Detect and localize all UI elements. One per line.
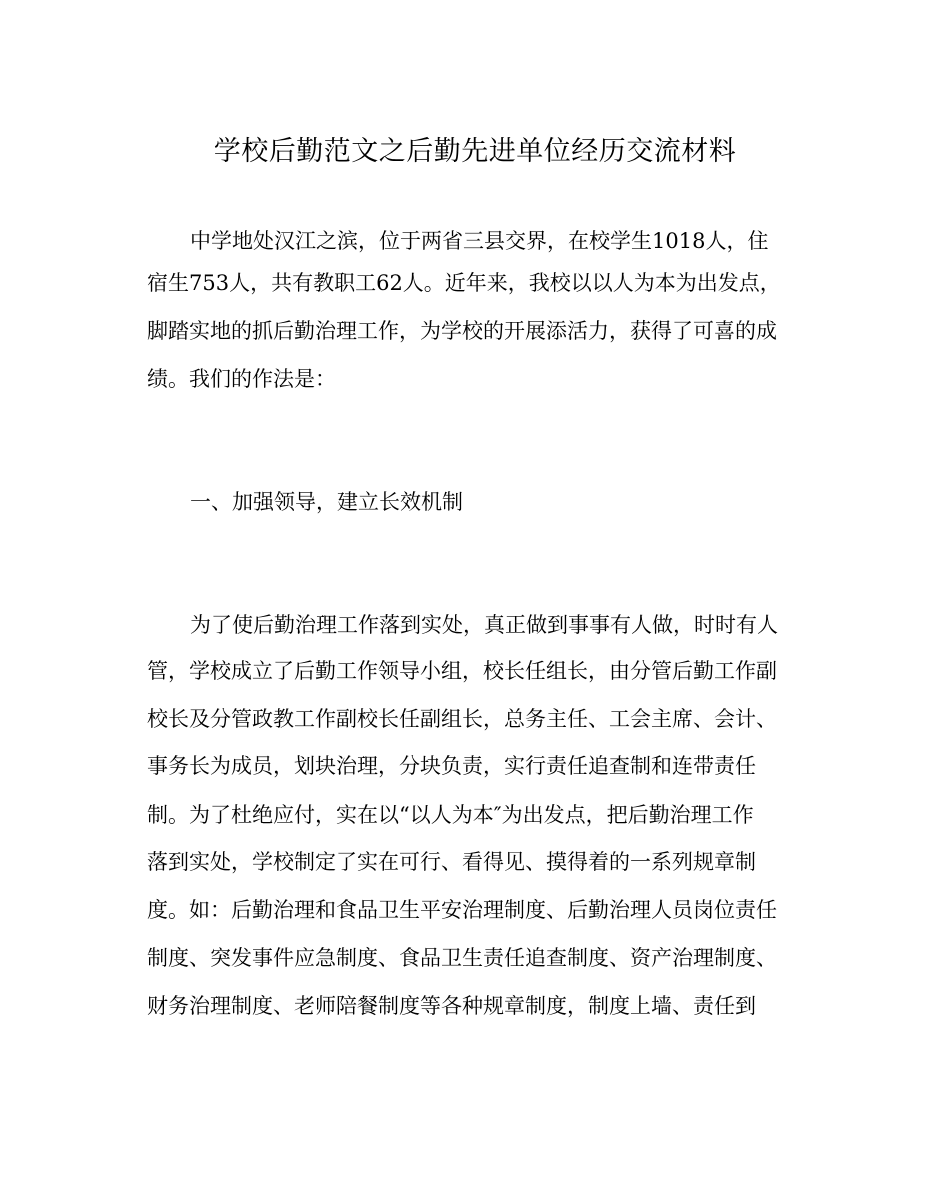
section-line-3: 校长及分管政教工作副校长任副组长，总务主任、工会主席、会计、 [147, 707, 777, 731]
section-line-6: 落到实处，学校制定了实在可行、看得见、摸得着的一系列规章制 [147, 850, 756, 874]
intro-line-1: 中学地处汉江之滨，位于两省三县交界，在校学生1018人，住 [190, 229, 769, 253]
section-line-1: 为了使后勤治理工作落到实处，真正做到事事有人做，时时有人 [190, 613, 778, 637]
intro-line-2: 宿生753人，共有教职工62人。近年来，我校以以人为本为出发点， [147, 271, 781, 295]
section-line-7: 度。如：后勤治理和食品卫生平安治理制度、后勤治理人员岗位责任 [147, 898, 777, 922]
intro-line-3: 脚踏实地的抓后勤治理工作，为学校的开展添活力，获得了可喜的成 [147, 319, 777, 343]
section-line-9: 财务治理制度、老师陪餐制度等各种规章制度，制度上墙、责任到 [147, 994, 756, 1018]
section-heading: 一、加强领导，建立长效机制 [190, 490, 463, 514]
section-line-8: 制度、突发事件应急制度、食品卫生责任追查制度、资产治理制度、 [147, 946, 777, 970]
intro-line-4: 绩。我们的作法是： [147, 367, 336, 391]
section-line-4: 事务长为成员，划块治理，分块负责，实行责任追查制和连带责任 [147, 754, 756, 778]
section-line-2: 管，学校成立了后勤工作领导小组，校长任组长，由分管后勤工作副 [147, 659, 777, 683]
section-line-5: 制。为了杜绝应付，实在以“以人为本″为出发点，把后勤治理工作 [147, 803, 754, 827]
document-title: 学校后勤范文之后勤先进单位经历交流材料 [213, 136, 737, 167]
